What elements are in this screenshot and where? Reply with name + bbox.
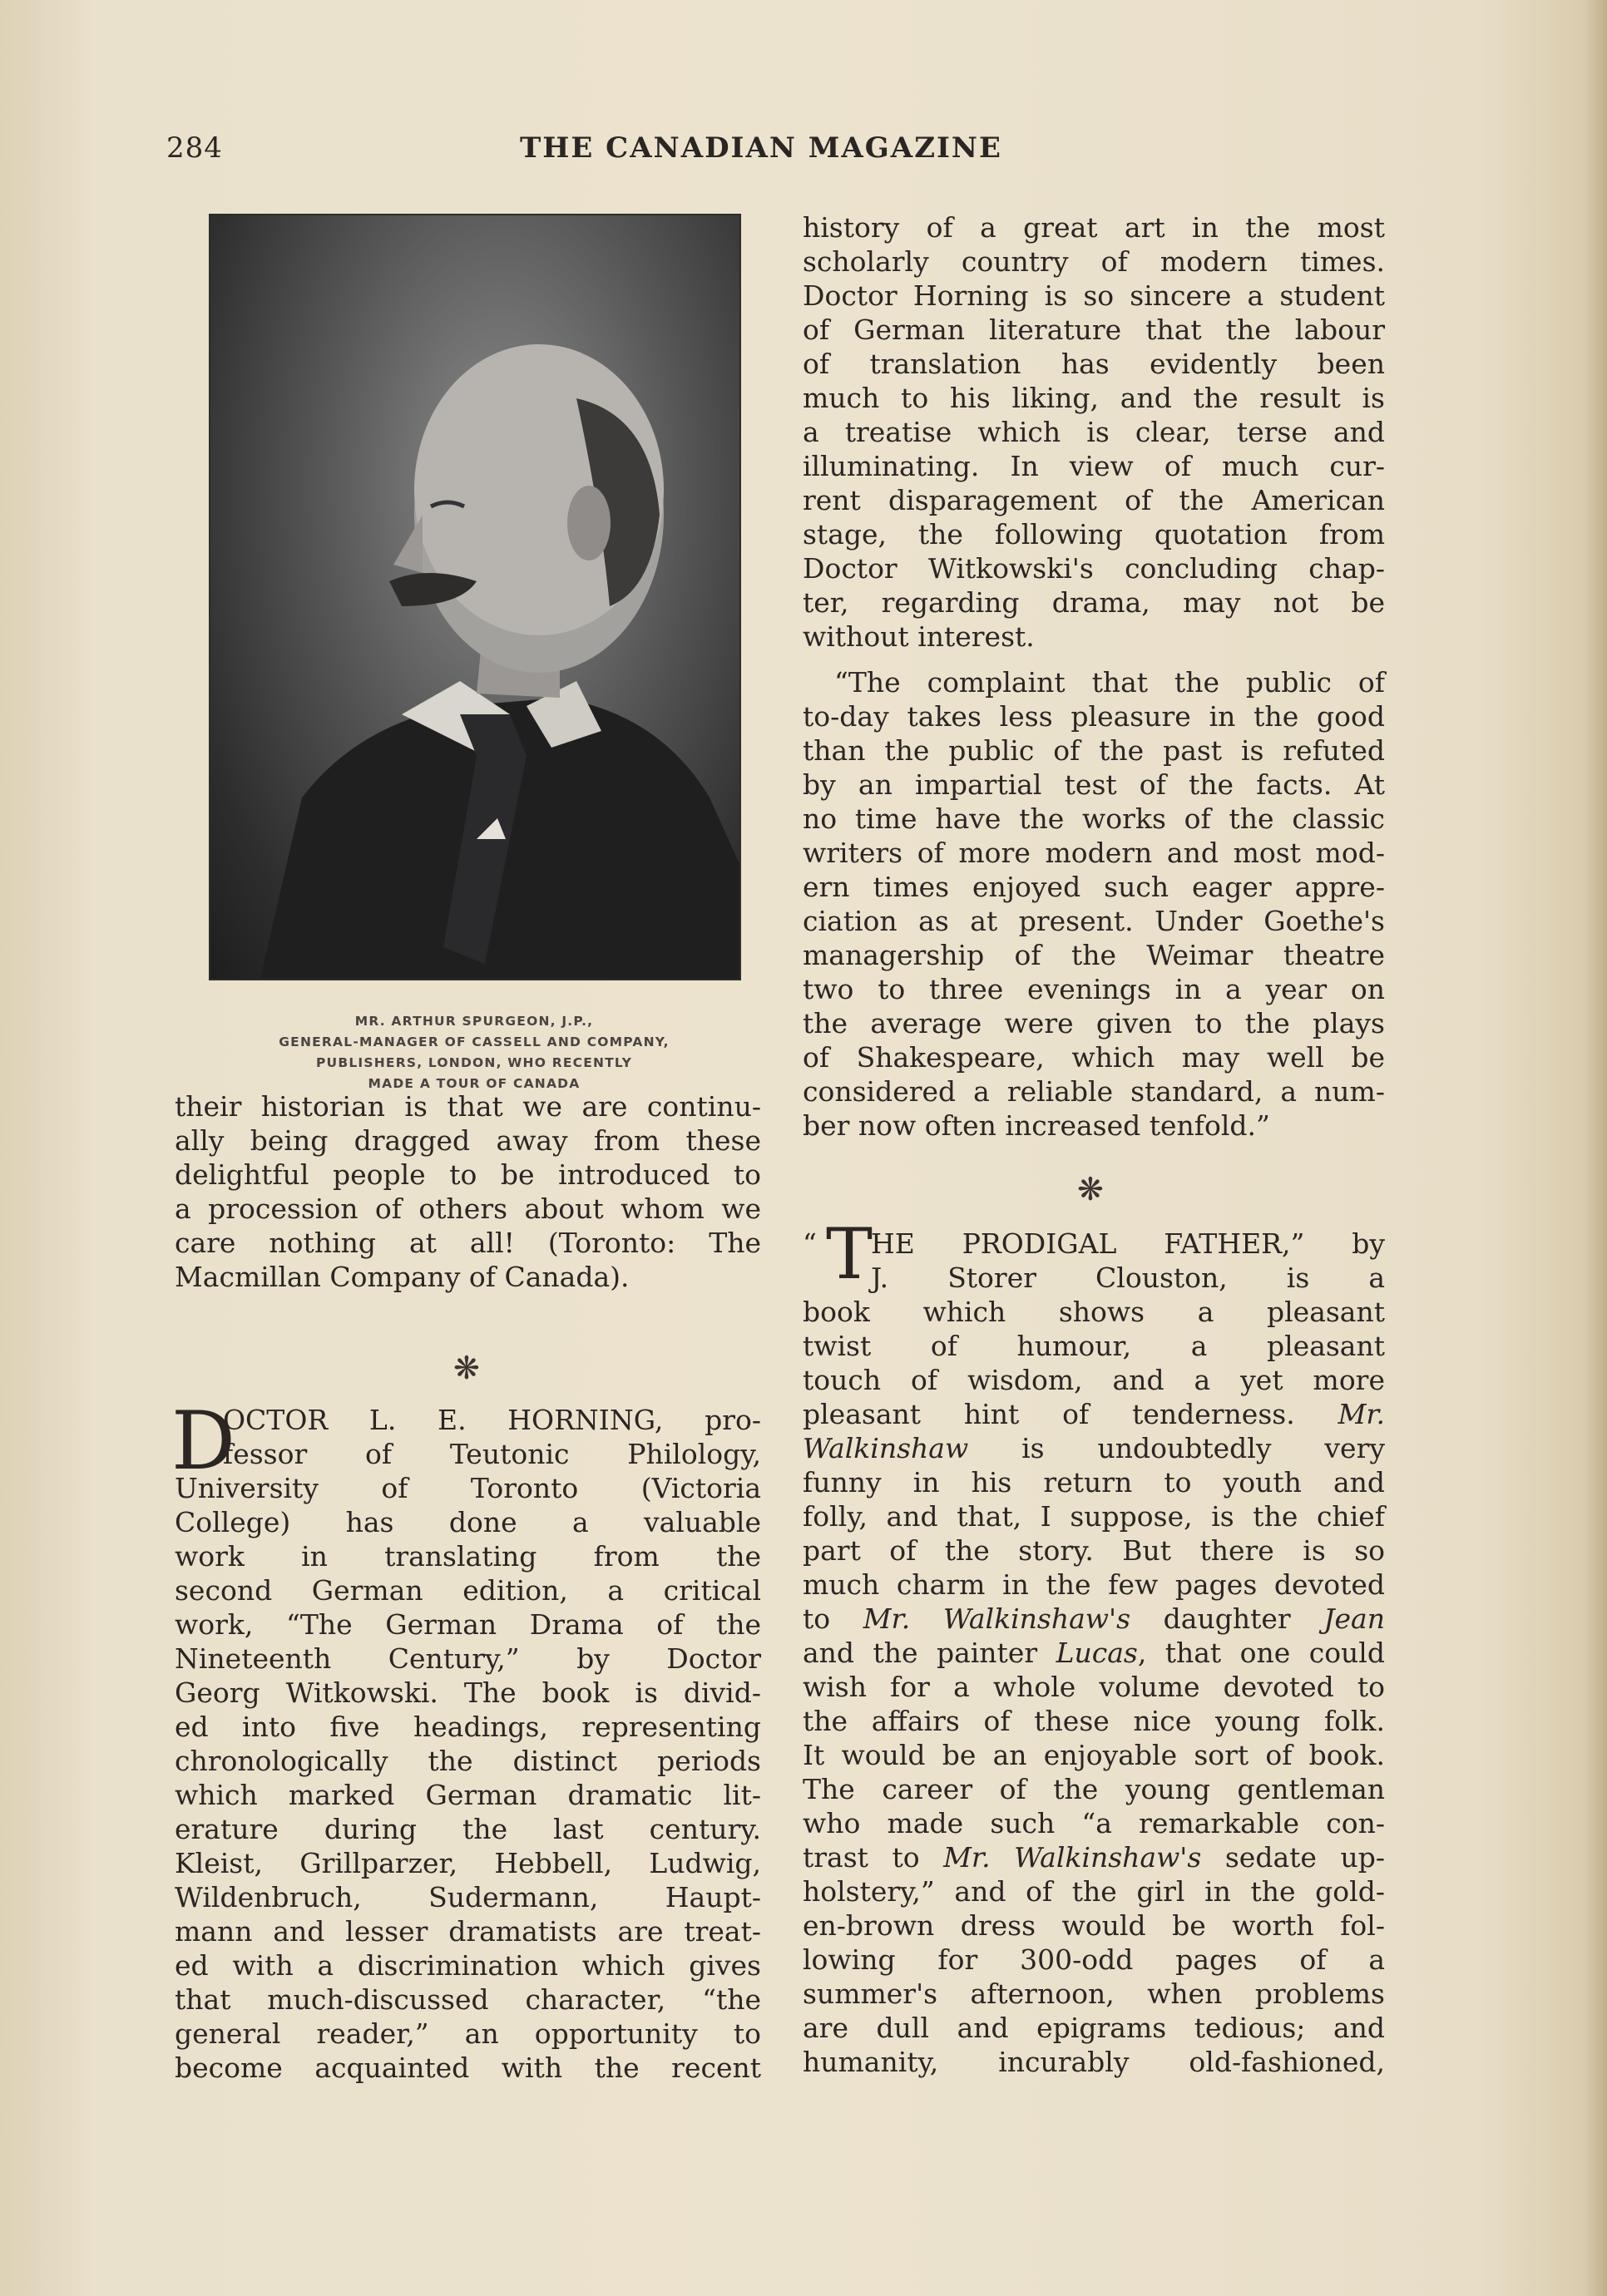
text-line — [803, 1636, 1385, 1670]
text-line: book which shows a pleasant — [803, 1296, 1385, 1328]
text-line: history of a great art in the most — [803, 211, 1385, 244]
text-line: no time have the works of the classic — [803, 802, 1385, 835]
text-line: OCTOR L. E. HORNING, pro- — [223, 1404, 761, 1436]
text-span: daughter — [1130, 1602, 1324, 1635]
text-line: lowing for 300-odd pages of a — [803, 1943, 1385, 1976]
text-line: who made such “a remarkable con- — [803, 1807, 1385, 1839]
page-edge — [1584, 0, 1607, 2296]
text-line — [803, 1431, 1385, 1465]
text-span: trast to — [803, 1841, 944, 1874]
section-separator: ❋ — [453, 1350, 480, 1386]
text-line: a treatise which is clear, terse and — [803, 416, 1385, 448]
text-line: Kleist, Grillparzer, Hebbell, Ludwig, — [175, 1847, 761, 1879]
horning-review — [175, 1403, 761, 2085]
drop-cap: D — [171, 1395, 235, 1488]
text-line: of translation has evidently been — [803, 348, 1385, 380]
text-line: ed into five headings, representing — [175, 1711, 761, 1743]
text-line: much charm in the few pages devoted — [803, 1568, 1385, 1601]
text-line: than the public of the past is refuted — [803, 734, 1385, 767]
text-line: It would be an enjoyable sort of book. — [803, 1739, 1385, 1771]
text-line: ally being dragged away from these — [175, 1124, 761, 1157]
text-line: “The complaint that the public of — [834, 666, 1385, 699]
text-line: rent disparagement of the American — [803, 484, 1385, 516]
text-line: ern times enjoyed such eager appre- — [803, 871, 1385, 903]
text-line: College) has done a valuable — [175, 1506, 761, 1538]
text-line — [803, 1840, 1385, 1874]
italic-span: Mr. Walkinshaw's — [863, 1602, 1131, 1635]
text-line: a procession of others about whom we — [175, 1192, 761, 1225]
text-line: of Shakespeare, which may well be — [803, 1041, 1385, 1074]
text-line: general reader,” an opportunity to — [175, 2017, 761, 2050]
text-line: two to three evenings in a year on — [803, 973, 1385, 1005]
text-line: ter, regarding drama, may not be — [803, 586, 1385, 619]
text-line: considered a reliable standard, a num- — [803, 1075, 1385, 1108]
text-span: is undoubtedly very — [968, 1432, 1385, 1464]
right-continuation-paragraph — [803, 210, 1385, 654]
text-line: care nothing at all! (Toronto: The — [175, 1227, 761, 1259]
text-span: , that one could — [1137, 1637, 1385, 1669]
text-span: to — [803, 1602, 863, 1635]
text-line — [803, 1397, 1385, 1431]
italic-span: Mr. Walkinshaw's — [943, 1841, 1202, 1874]
italic-span: Jean — [1323, 1602, 1385, 1635]
prodigal-father-review — [803, 1227, 1385, 2079]
page-number: 284 — [166, 131, 223, 165]
text-line: Doctor Witkowski's concluding chap- — [803, 552, 1385, 585]
photo-caption — [183, 1011, 765, 1094]
caption-line: PUBLISHERS, LONDON, WHO RECENTLY — [315, 1055, 633, 1070]
text-line: work, “The German Drama of the — [175, 1608, 761, 1641]
text-line: funny in his return to youth and — [803, 1466, 1385, 1499]
page-header — [0, 131, 1607, 173]
text-span: sedate up- — [1201, 1841, 1386, 1874]
text-line: illuminating. In view of much cur- — [803, 450, 1385, 482]
open-quote: “ — [803, 1227, 817, 1260]
text-line — [803, 1602, 1385, 1636]
text-line: folly, and that, I suppose, is the chief — [803, 1500, 1385, 1533]
text-line: of German literature that the labour — [803, 314, 1385, 346]
text-line: without interest. — [803, 620, 1035, 653]
text-line: en-brown dress would be worth fol- — [803, 1909, 1385, 1942]
drop-cap: T — [826, 1213, 873, 1295]
text-line: ed with a discrimination which gives — [175, 1949, 761, 1982]
text-line: much to his liking, and the result is — [803, 382, 1385, 414]
text-line: delightful people to be introduced to — [175, 1158, 761, 1191]
text-line: are dull and epigrams tedious; and — [803, 2012, 1385, 2044]
text-line: Nineteenth Century,” by Doctor — [175, 1642, 761, 1675]
text-line: J. Storer Clouston, is a — [871, 1262, 1385, 1294]
italic-span: Walkinshaw — [803, 1432, 969, 1464]
text-line: that much-discussed character, “the — [175, 1983, 761, 2016]
section-separator: ❋ — [1077, 1171, 1104, 1207]
text-line: holstery,” and of the girl in the gold- — [803, 1875, 1385, 1908]
text-line: work in translating from the — [175, 1540, 761, 1573]
text-span: pleasant hint of tenderness. — [803, 1398, 1338, 1430]
text-line: twist of humour, a pleasant — [803, 1330, 1385, 1362]
text-line: second German edition, a critical — [175, 1574, 761, 1607]
italic-span: Mr. — [1338, 1398, 1385, 1430]
text-line: become acquainted with the recent — [175, 2052, 761, 2084]
text-line: their historian is that we are continu- — [175, 1090, 761, 1123]
text-line: chronologically the distinct periods — [175, 1745, 761, 1777]
text-line: to-day takes less pleasure in the good — [803, 700, 1385, 733]
text-line: part of the story. But there is so — [803, 1534, 1385, 1567]
text-line: scholarly country of modern times. — [803, 245, 1385, 278]
text-line: writers of more modern and most mod- — [803, 837, 1385, 869]
portrait-photograph — [210, 215, 739, 979]
text-line: ber now often increased tenfold.” — [803, 1109, 1270, 1142]
text-line: which marked German dramatic lit- — [175, 1779, 761, 1811]
text-line: The career of the young gentleman — [803, 1773, 1385, 1805]
text-line: the average were given to the plays — [803, 1007, 1385, 1039]
text-line: Georg Witkowski. The book is divid- — [175, 1676, 761, 1709]
text-line: stage, the following quotation from — [803, 518, 1385, 551]
caption-line: GENERAL-MANAGER OF CASSELL AND COMPANY, — [279, 1034, 670, 1049]
text-line: Doctor Horning is so sincere a student — [803, 279, 1385, 312]
text-line: the affairs of these nice young folk. — [803, 1705, 1385, 1737]
text-line: by an impartial test of the facts. At — [803, 768, 1385, 801]
witkowski-quotation — [803, 665, 1385, 1143]
running-head: THE CANADIAN MAGAZINE — [520, 131, 1002, 165]
text-line: University of Toronto (Victoria — [175, 1472, 761, 1504]
portrait-icon — [210, 215, 739, 979]
caption-line: MADE A TOUR OF CANADA — [368, 1076, 581, 1091]
text-line: fessor of Teutonic Philology, — [223, 1438, 761, 1470]
text-span: and the painter — [803, 1637, 1056, 1669]
text-line: humanity, incurably old-fashioned, — [803, 2046, 1385, 2078]
text-line: ciation as at present. Under Goethe's — [803, 905, 1385, 937]
text-line: Wildenbruch, Sudermann, Haupt- — [175, 1881, 761, 1913]
text-line: erature during the last century. — [175, 1813, 761, 1845]
text-line: mann and lesser dramatists are treat- — [175, 1915, 761, 1948]
text-line: summer's afternoon, when problems — [803, 1978, 1385, 2010]
text-line: HE PRODIGAL FATHER,” by — [871, 1227, 1385, 1260]
text-line: managership of the Weimar theatre — [803, 939, 1385, 971]
text-line: Macmillan Company of Canada). — [175, 1261, 630, 1293]
text-line: wish for a whole volume devoted to — [803, 1671, 1385, 1703]
italic-span: Lucas — [1056, 1637, 1138, 1669]
caption-line: MR. ARTHUR SPURGEON, J.P., — [354, 1014, 594, 1029]
text-line: touch of wisdom, and a yet more — [803, 1364, 1385, 1396]
left-intro-paragraph — [175, 1089, 761, 1294]
